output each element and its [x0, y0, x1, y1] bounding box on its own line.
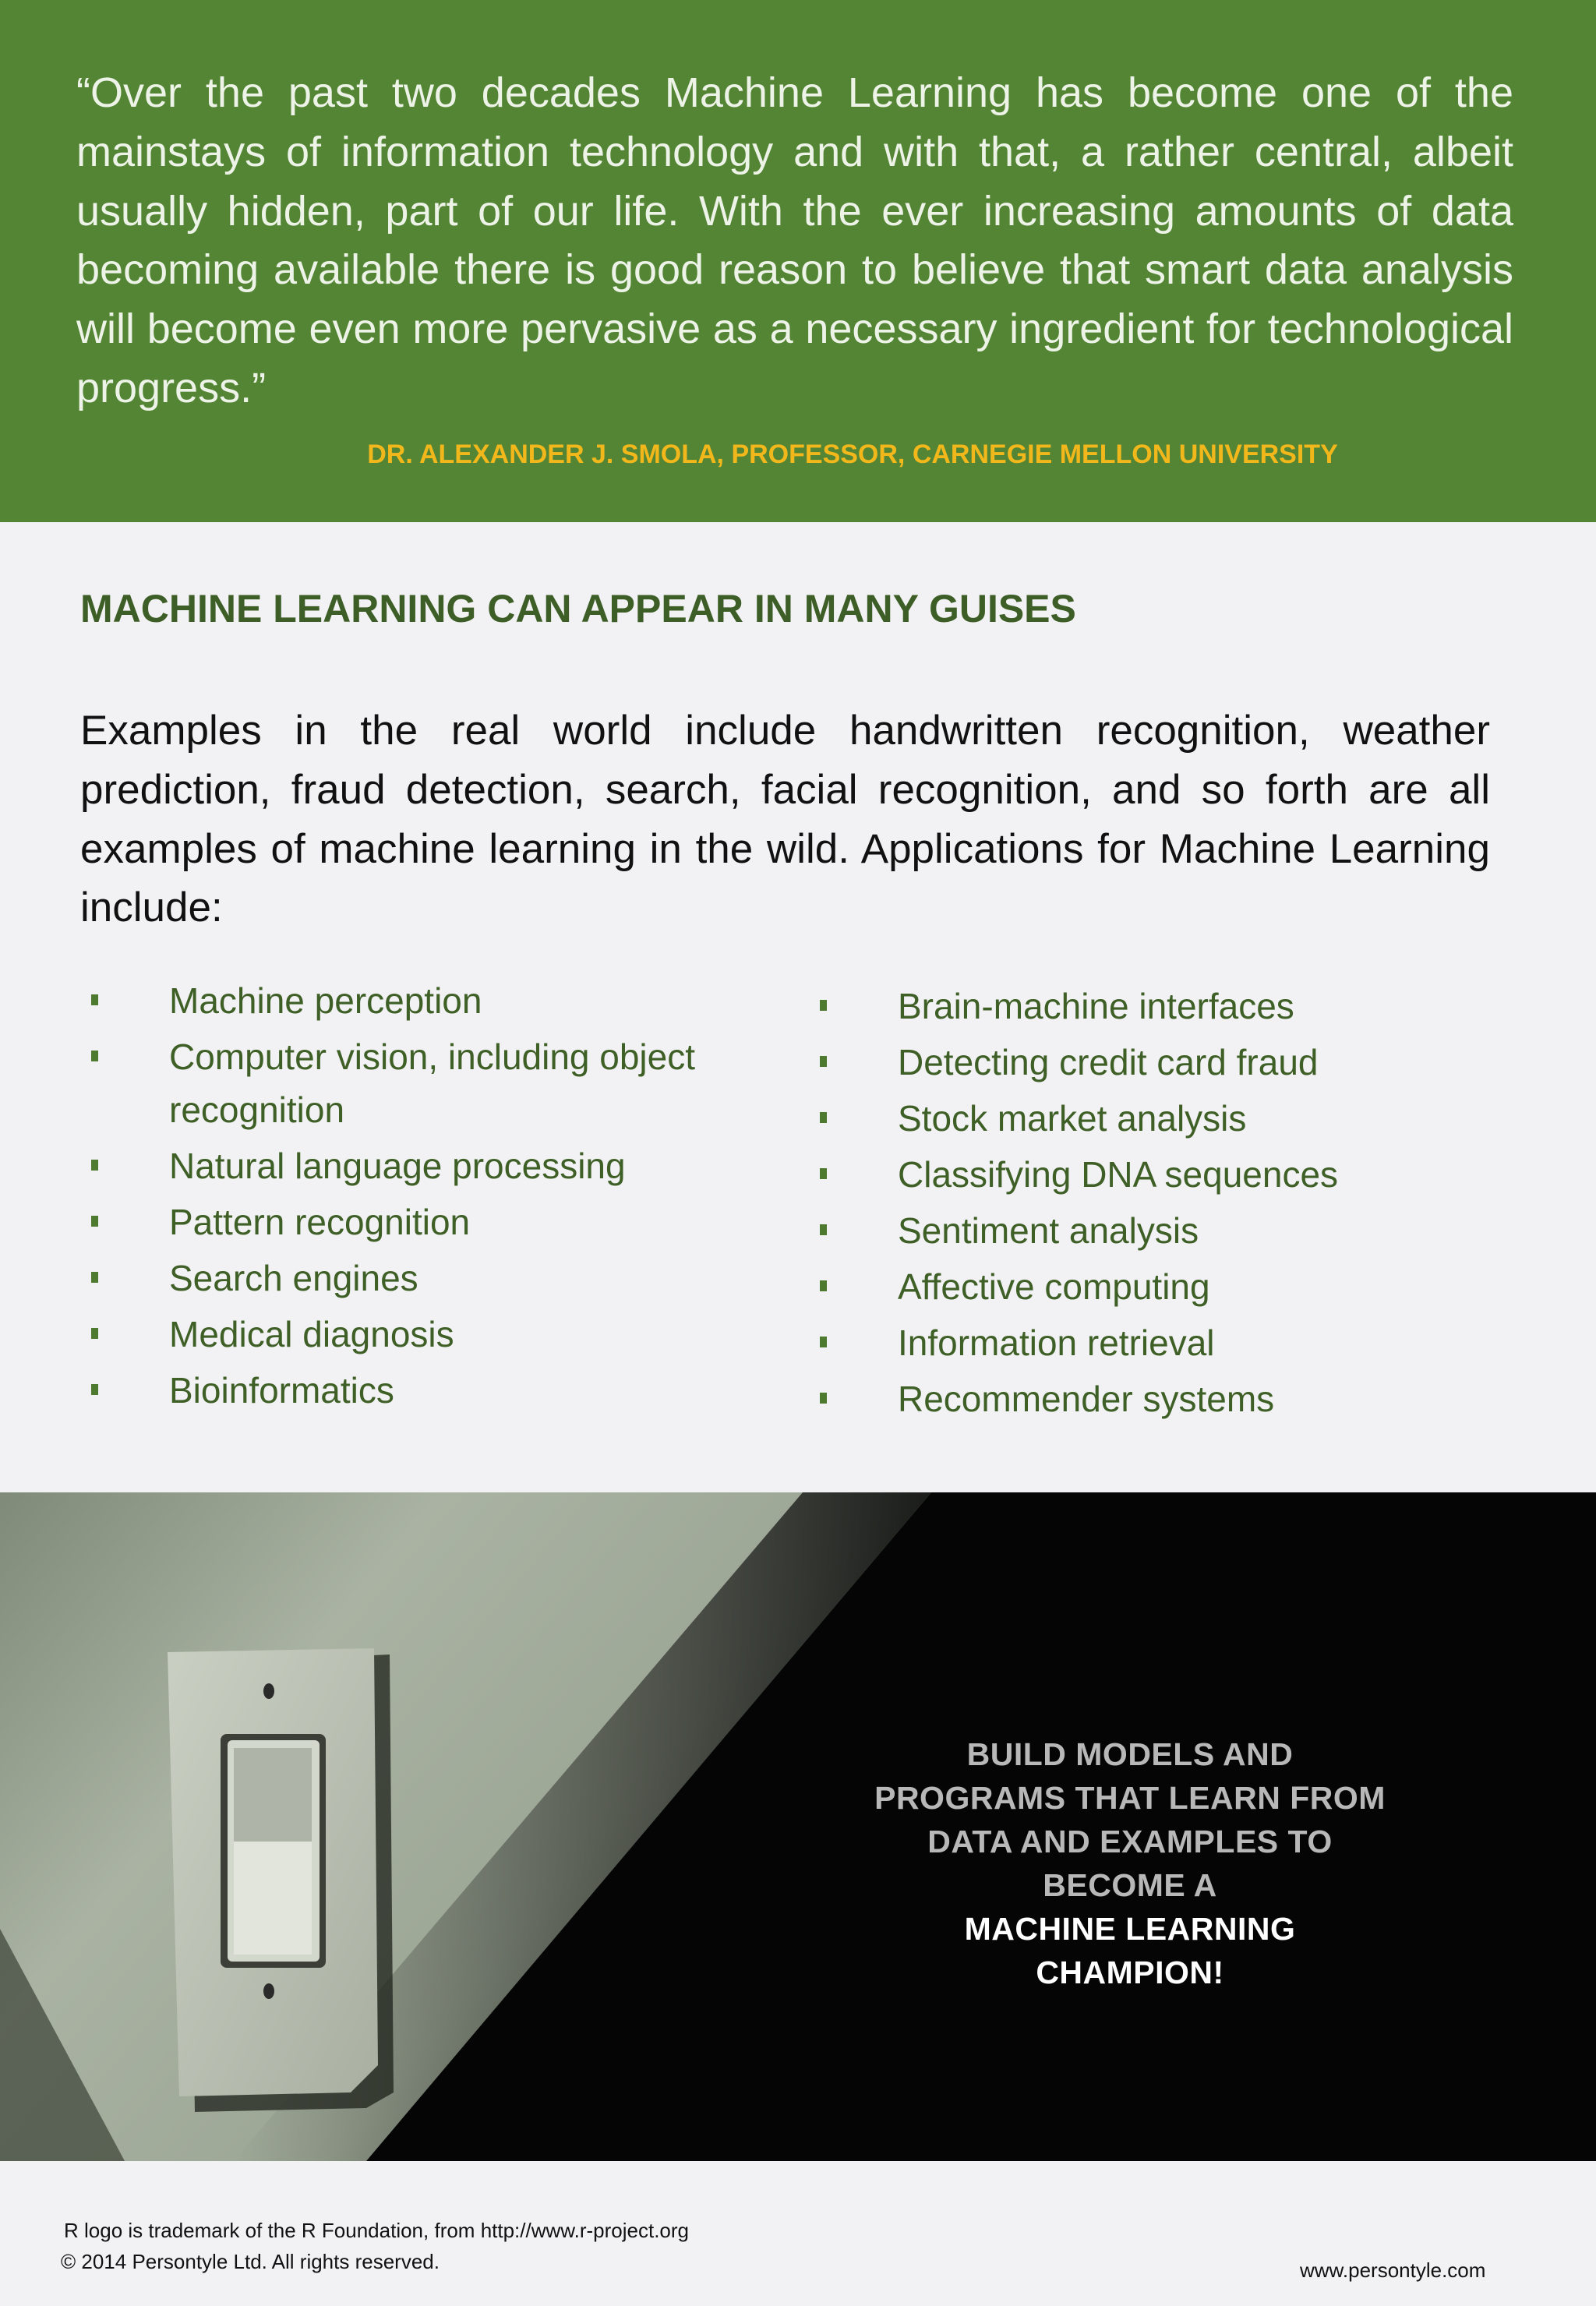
banner-tagline — [842, 1732, 1418, 1994]
banner-line-highlight: CHAMPION! — [1036, 1955, 1224, 1990]
quote-band — [0, 0, 1596, 522]
light-switch-banner — [0, 1492, 1596, 2161]
application-item — [91, 1195, 777, 1248]
bullet-icon — [820, 1112, 827, 1123]
application-item — [91, 1308, 777, 1361]
applications-list-right — [820, 980, 1521, 1428]
banner-line: DATA AND EXAMPLES TO — [927, 1824, 1333, 1859]
application-label: Pattern recognition — [169, 1202, 471, 1242]
bullet-icon — [820, 1168, 827, 1179]
application-item — [820, 1260, 1521, 1313]
banner-line-highlight: MACHINE LEARNING — [964, 1911, 1296, 1947]
bullet-icon — [91, 1160, 98, 1171]
application-item — [820, 980, 1521, 1033]
application-label: Search engines — [169, 1258, 418, 1298]
bullet-icon — [91, 1384, 98, 1395]
bullet-icon — [820, 1393, 827, 1404]
application-item — [820, 1204, 1521, 1257]
application-item — [820, 1372, 1521, 1425]
application-item — [91, 974, 777, 1027]
application-item — [820, 1148, 1521, 1201]
quote-text: “Over the past two decades Machine Learning has become one of the mainstays of information technology and with that, a rather central, albeit usually hidden, part of our life. With the ever increasing amounts of data becoming available there is good reason to believe that smart data analysis will become even more pervasive as a necessary ingredient for technological progress.” — [76, 69, 1513, 411]
bullet-icon — [820, 1056, 827, 1067]
application-label: Information retrieval — [898, 1323, 1215, 1363]
application-item — [91, 1030, 777, 1136]
application-label: Detecting credit card fraud — [898, 1042, 1319, 1082]
bullet-icon — [820, 1000, 827, 1011]
bullet-icon — [91, 994, 98, 1005]
banner-line: BECOME A — [1043, 1867, 1217, 1903]
intro-paragraph: Examples in the real world include handwritten recognition, weather prediction, fraud detection, search, facial recognition, and so forth are all examples of machine learning in the wild. Applications for Machine Learning include: — [80, 708, 1490, 931]
application-label: Computer vision, including object recognition — [169, 1036, 696, 1130]
application-item — [820, 1092, 1521, 1145]
website-link[interactable]: www.persontyle.com — [1300, 2258, 1486, 2282]
applications-list-left — [91, 974, 777, 1420]
section-heading: MACHINE LEARNING CAN APPEAR IN MANY GUISES — [80, 587, 1076, 630]
bullet-icon — [91, 1216, 98, 1227]
application-item — [820, 1316, 1521, 1369]
application-label: Medical diagnosis — [169, 1314, 454, 1354]
trademark-notice: R logo is trademark of the R Foundation, from http://www.r-project.org — [64, 2219, 690, 2242]
banner-line: BUILD MODELS AND — [966, 1736, 1294, 1772]
application-label: Natural language processing — [169, 1146, 626, 1186]
application-label: Affective computing — [898, 1266, 1210, 1307]
application-label: Brain-machine interfaces — [898, 986, 1294, 1026]
bullet-icon — [91, 1051, 98, 1061]
application-label: Sentiment analysis — [898, 1210, 1199, 1251]
application-item — [91, 1364, 777, 1417]
bullet-icon — [820, 1280, 827, 1291]
footer-legal — [61, 2215, 689, 2277]
bullet-icon — [91, 1272, 98, 1283]
application-label: Bioinformatics — [169, 1370, 394, 1411]
quote-author: DR. ALEXANDER J. SMOLA, PROFESSOR, CARNEGIE MELLON UNIVERSITY — [367, 440, 1338, 469]
application-label: Recommender systems — [898, 1379, 1275, 1419]
application-item — [91, 1252, 777, 1305]
banner-line: PROGRAMS THAT LEARN FROM — [874, 1780, 1386, 1816]
bullet-icon — [820, 1224, 827, 1235]
bullet-icon — [820, 1337, 827, 1347]
copyright-notice: © 2014 Persontyle Ltd. All rights reserved. — [61, 2250, 440, 2273]
bullet-icon — [91, 1328, 98, 1339]
application-label: Machine perception — [169, 980, 482, 1021]
application-item — [820, 1036, 1521, 1089]
application-label: Stock market analysis — [898, 1098, 1247, 1139]
application-item — [91, 1139, 777, 1192]
application-label: Classifying DNA sequences — [898, 1154, 1339, 1195]
